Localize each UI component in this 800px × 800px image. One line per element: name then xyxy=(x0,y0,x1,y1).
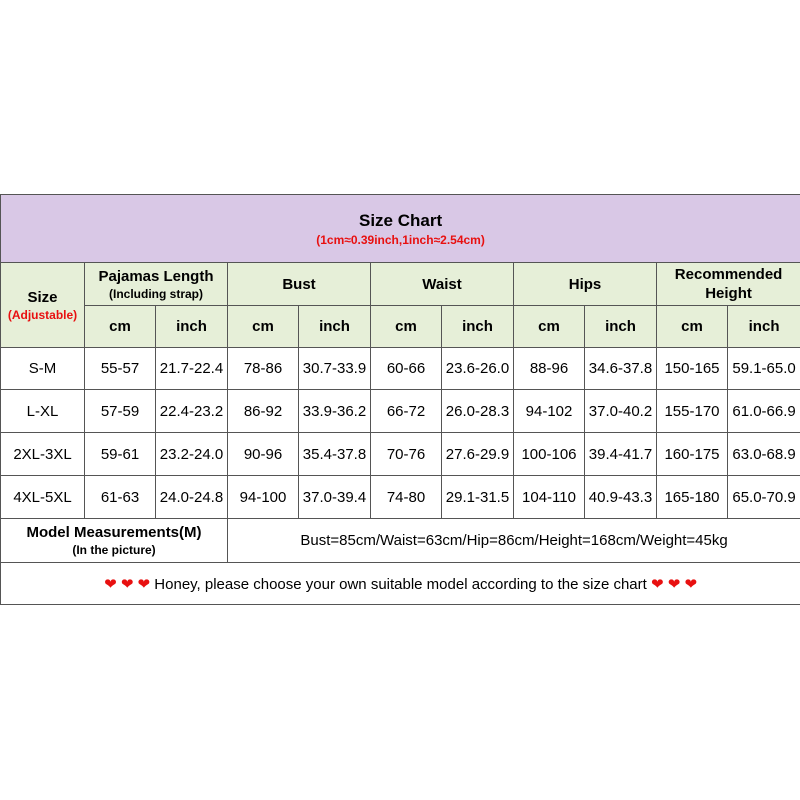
model-label-main: Model Measurements(M) xyxy=(26,524,202,541)
cell-hips-inch: 39.4-41.7 xyxy=(585,433,657,476)
unit-cm: cm xyxy=(85,306,156,348)
unit-cm: cm xyxy=(514,306,585,348)
cell-bust-cm: 86-92 xyxy=(228,390,299,433)
cell-waist-cm: 66-72 xyxy=(371,390,442,433)
cell-waist-cm: 74-80 xyxy=(371,476,442,519)
cell-hips-inch: 37.0-40.2 xyxy=(585,390,657,433)
cell-height-inch: 63.0-68.9 xyxy=(728,433,800,476)
footer-note xyxy=(1,563,800,605)
table-row xyxy=(1,476,800,519)
unit-inch: inch xyxy=(585,306,657,348)
cell-height-inch: 59.1-65.0 xyxy=(728,348,800,390)
cell-waist-inch: 23.6-26.0 xyxy=(442,348,514,390)
heart-icon: ❤ ❤ ❤ xyxy=(104,575,151,593)
cell-hips-cm: 94-102 xyxy=(514,390,585,433)
header-pajamas-label: Pajamas Length xyxy=(98,267,214,285)
size-cell: L-XL xyxy=(1,390,85,433)
cell-height-cm: 160-175 xyxy=(657,433,728,476)
cell-length-cm: 61-63 xyxy=(85,476,156,519)
header-height xyxy=(657,263,800,306)
footer-row xyxy=(1,563,800,605)
cell-height-cm: 165-180 xyxy=(657,476,728,519)
unit-inch: inch xyxy=(442,306,514,348)
header-size-note: (Adjustable) xyxy=(7,307,78,322)
cell-height-inch: 65.0-70.9 xyxy=(728,476,800,519)
heart-icon: ❤ ❤ ❤ xyxy=(650,575,698,593)
size-cell: S-M xyxy=(1,348,85,390)
model-row xyxy=(1,519,800,563)
title-cell xyxy=(1,195,800,263)
cell-length-inch: 22.4-23.2 xyxy=(156,390,228,433)
cell-length-cm: 57-59 xyxy=(85,390,156,433)
cell-waist-inch: 26.0-28.3 xyxy=(442,390,514,433)
cell-bust-inch: 35.4-37.8 xyxy=(299,433,371,476)
title-row xyxy=(1,195,800,263)
size-chart xyxy=(0,194,800,605)
unit-cm: cm xyxy=(228,306,299,348)
cell-waist-inch: 27.6-29.9 xyxy=(442,433,514,476)
unit-inch: inch xyxy=(728,306,800,348)
cell-bust-inch: 30.7-33.9 xyxy=(299,348,371,390)
model-label-note: (In the picture) xyxy=(72,543,156,557)
cell-length-cm: 55-57 xyxy=(85,348,156,390)
cell-height-cm: 150-165 xyxy=(657,348,728,390)
cell-length-inch: 23.2-24.0 xyxy=(156,433,228,476)
cell-bust-inch: 37.0-39.4 xyxy=(299,476,371,519)
unit-inch: inch xyxy=(156,306,228,348)
unit-inch: inch xyxy=(299,306,371,348)
cell-length-cm: 59-61 xyxy=(85,433,156,476)
header-hips: Hips xyxy=(514,263,657,306)
cell-height-cm: 155-170 xyxy=(657,390,728,433)
unit-cm: cm xyxy=(371,306,442,348)
cell-hips-cm: 100-106 xyxy=(514,433,585,476)
cell-bust-cm: 94-100 xyxy=(228,476,299,519)
cell-hips-inch: 40.9-43.3 xyxy=(585,476,657,519)
header-height-line1: Recommended xyxy=(674,266,783,283)
unit-cm: cm xyxy=(657,306,728,348)
footer-text: Honey, please choose your own suitable model according to the size chart xyxy=(154,575,647,593)
cell-waist-cm: 60-66 xyxy=(371,348,442,390)
header-pajamas-note: (Including strap) xyxy=(109,286,203,301)
cell-height-inch: 61.0-66.9 xyxy=(728,390,800,433)
cell-hips-cm: 104-110 xyxy=(514,476,585,519)
header-row xyxy=(1,263,800,306)
cell-hips-cm: 88-96 xyxy=(514,348,585,390)
header-pajamas-length xyxy=(85,263,228,306)
cell-hips-inch: 34.6-37.8 xyxy=(585,348,657,390)
table-row xyxy=(1,433,800,476)
header-size-label: Size xyxy=(27,288,58,306)
chart-title: Size Chart xyxy=(358,210,443,230)
header-waist: Waist xyxy=(371,263,514,306)
cell-bust-cm: 78-86 xyxy=(228,348,299,390)
unit-row xyxy=(1,306,800,348)
header-height-line2: Height xyxy=(705,285,752,302)
table-row xyxy=(1,348,800,390)
size-cell: 4XL-5XL xyxy=(1,476,85,519)
cell-waist-inch: 29.1-31.5 xyxy=(442,476,514,519)
table-row xyxy=(1,390,800,433)
model-measurements-value: Bust=85cm/Waist=63cm/Hip=86cm/Height=168cm/Weight=45kg xyxy=(228,519,800,563)
header-size xyxy=(1,263,85,348)
cell-bust-cm: 90-96 xyxy=(228,433,299,476)
size-cell: 2XL-3XL xyxy=(1,433,85,476)
cell-length-inch: 21.7-22.4 xyxy=(156,348,228,390)
conversion-note: (1cm≈0.39inch,1inch≈2.54cm) xyxy=(316,232,485,247)
cell-bust-inch: 33.9-36.2 xyxy=(299,390,371,433)
size-chart-table xyxy=(0,194,800,605)
header-bust: Bust xyxy=(228,263,371,306)
cell-length-inch: 24.0-24.8 xyxy=(156,476,228,519)
cell-waist-cm: 70-76 xyxy=(371,433,442,476)
model-measurements-label xyxy=(1,519,228,563)
